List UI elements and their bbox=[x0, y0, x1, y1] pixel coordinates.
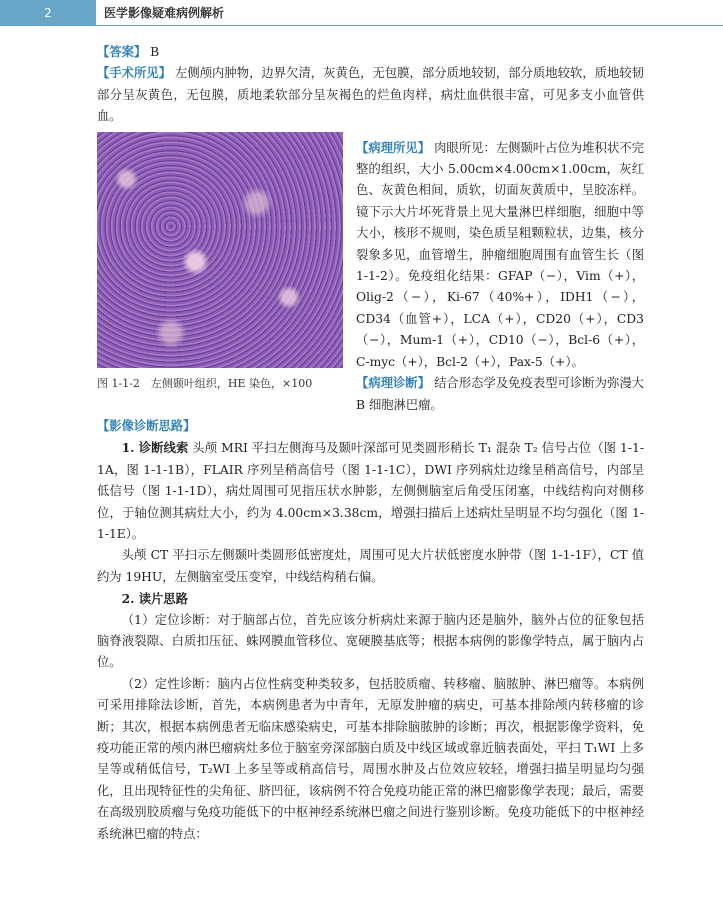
clue-paragraph bbox=[97, 437, 644, 545]
imaging-heading bbox=[97, 416, 644, 437]
surgery-paragraph bbox=[97, 63, 644, 127]
surgery-text: 左侧颅内肿物，边界欠清，灰黄色，无包膜，部分质地较韧，部分质地较软，质地较韧部分呈灰黄色，无包膜，质地柔软部分呈灰褐色的烂鱼肉样，病灶血供很丰富，可见多支小血管供血。 bbox=[97, 66, 644, 124]
pathology-label: 【病理所见】 bbox=[356, 140, 431, 155]
clue-text: 头颅 MRI 平扫左侧海马及颞叶深部可见类圆形稍长 T₁ 混杂 T₂ 信号占位（图 1-1-1A，图 1-1-1B），FLAIR 序列呈稍高信号（图 1-1-1C），DWI 序列病灶边缘呈稍高信号，内部呈低信号（图 1-1-1D），病灶周围可见指压状水肿影，左侧侧脑室后角受压闭塞，中线结构向对侧移位，于轴位测其病灶大小，约为 4.00cm×3.38cm，增强扫描后上述病灶呈明显不均匀强化（图 1-1-1E）。 bbox=[97, 441, 644, 541]
reading-paragraph-2: （2）定性诊断：脑内占位性病变种类较多，包括胶质瘤、转移瘤、脑脓肿、淋巴瘤等。本病例可采用排除法诊断，首先，本病例患者为中青年，无原发肿瘤的病史，可基本排除颅内转移瘤的诊断；其次，根据本病例患者无临床感染病史，可基本排除脑脓肿的诊断；再次，根据影像学资料，免疫功能正常的颅内淋巴瘤病灶多位于脑室旁深部脑白质及中线区域或靠近脑表面处，平扫 T₁WI 上多呈等或稍低信号，T₂WI 上多呈等或稍高信号，周围水肿及占位效应较轻，增强扫描呈明显均匀强化，且出现特征性的尖角征、脐凹征，该病例不符合免疫功能正常的淋巴瘤影像学表现；最后，需要在高级别胶质瘤与免疫功能低下的中枢神经系统淋巴瘤之间进行鉴别诊断。免疫功能低下的中枢神经系统淋巴瘤的特点： bbox=[97, 676, 644, 841]
answer-label: 【答案】 bbox=[97, 45, 147, 59]
reading-title: 2. 读片思路 bbox=[121, 591, 188, 607]
diagnosis-text: 结合形态学及免疫表型可诊断为弥漫大 B 细胞淋巴瘤。 bbox=[356, 376, 644, 412]
figure-caption: 图 1-1-2 左侧颞叶组织，HE 染色，×100 bbox=[97, 376, 313, 390]
page-number: 2 bbox=[44, 6, 52, 20]
ct-paragraph: 头颅 CT 平扫示左侧颞叶类圆形低密度灶，周围可见大片状低密度水肿带（图 1-1-1F），CT 值约为 19HU，左侧脑室受压变窄，中线结构稍右偏。 bbox=[97, 548, 644, 584]
surgery-label: 【手术所见】 bbox=[97, 66, 172, 81]
page-body bbox=[97, 42, 644, 845]
answer-paragraph bbox=[97, 42, 644, 63]
diagnosis-label: 【病理诊断】 bbox=[356, 376, 431, 391]
he-stain-micrograph bbox=[97, 132, 343, 368]
header-rule bbox=[96, 25, 723, 26]
answer-value: B bbox=[150, 45, 160, 59]
page-number-tab bbox=[0, 0, 96, 26]
imaging-label: 【影像诊断思路】 bbox=[97, 418, 196, 433]
running-header-title: 医学影像疑难病例解析 bbox=[104, 6, 225, 20]
pathology-text: 肉眼所见：左侧颞叶占位为堆积状不完整的组织，大小 5.00cm×4.00cm×1.00cm，灰红色、灰黄色相间，质软，切面灰黄质中，呈胶冻样。镜下示大片坏死背景上见大量淋巴样细胞，细胞中等大小，核形不规则，染色质呈粗颗粒状，边集，核分裂象多见，血管增生，肿瘤细胞周围有血管生长（图 1-1-2）。免疫组化结果：GFAP（−），Vim（+），Olig-2（−），Ki-67（40%+），IDH1（−），CD34（血管+），LCA（+），CD20（+），CD3（−），Mum-1（+），CD10（−），Bcl-6（+），C-myc（+），Bcl-2（+），Pax-5（+）。 bbox=[356, 140, 644, 369]
clue-title: 1. 诊断线索 bbox=[121, 440, 189, 456]
reading-paragraph-1: （1）定位诊断：对于脑部占位，首先应该分析病灶来源于脑内还是脑外，脑外占位的征象包括脑脊液裂隙、白质扣压征、蛛网膜血管移位、宽硬膜基底等；根据本病例的影像学特点，属于脑内占位。 bbox=[97, 612, 644, 670]
histology-figure bbox=[97, 128, 344, 392]
